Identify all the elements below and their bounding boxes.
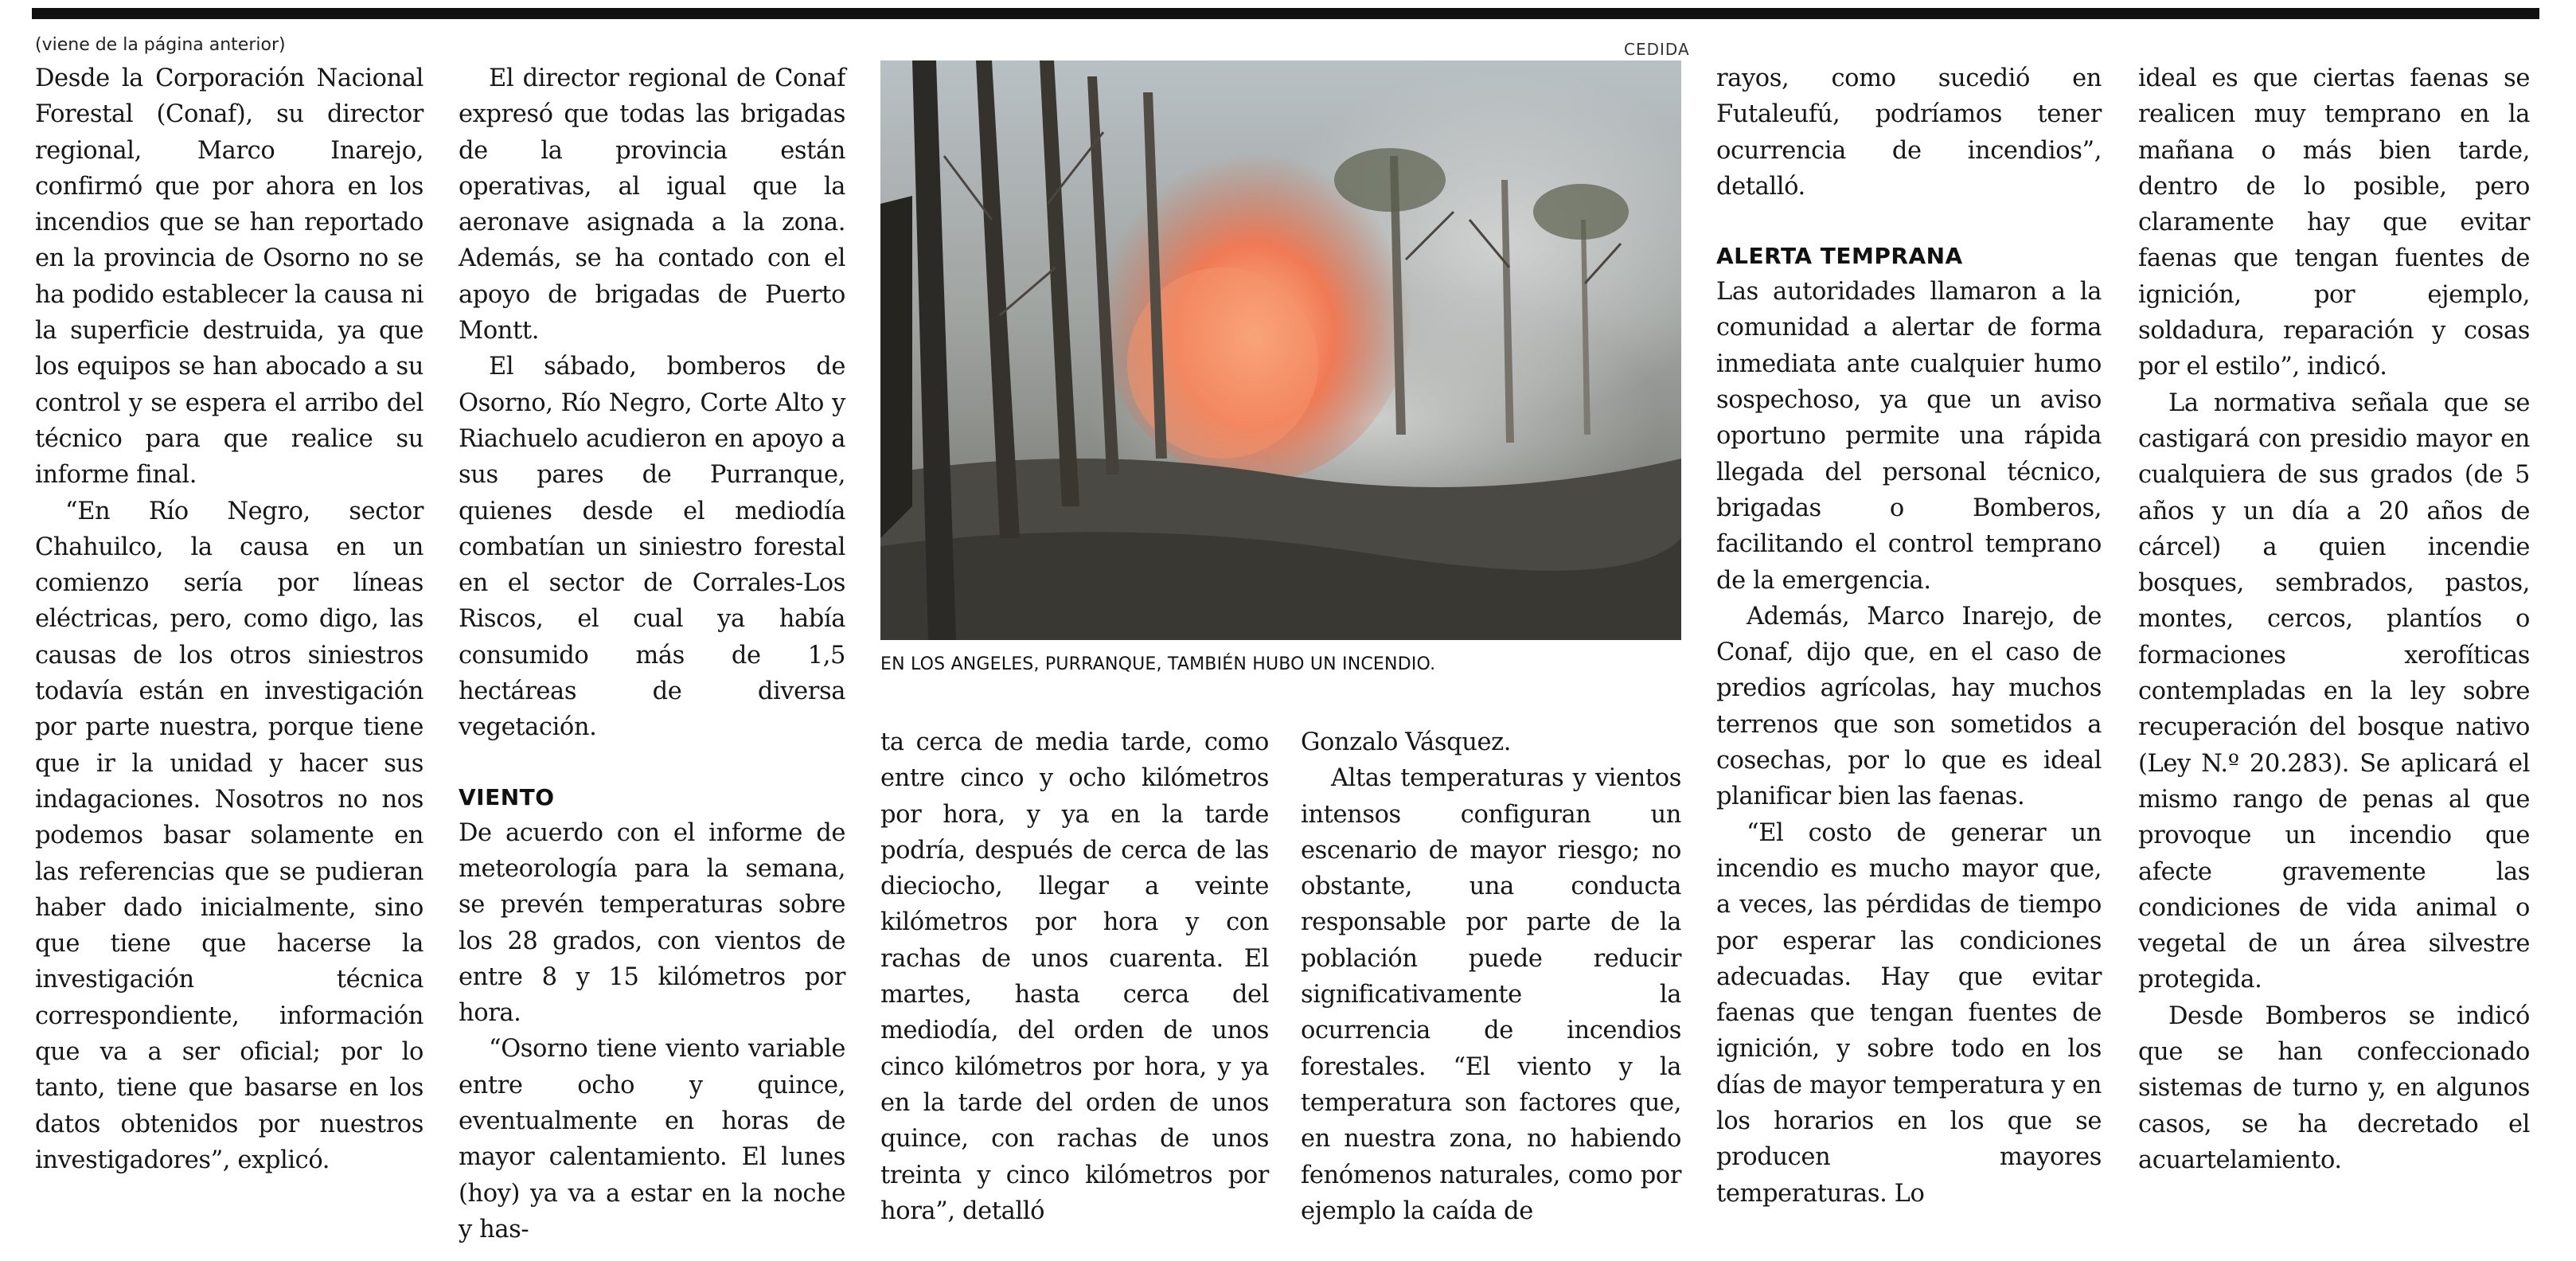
photo-credit: CEDIDA xyxy=(1624,40,1690,59)
article-column-5 xyxy=(1716,61,2102,1212)
paragraph: ta cerca de media tarde, como entre cinco y ocho kilómetros por hora, y ya en la tarde podría, después de cerca de las dieciocho, llegar a veinte kilómetros por hora y con rachas de unos cuarenta. El martes, hasta cerca del mediodía, del orden de unos cinco kilómetros por hora, y ya en la tarde del orden de unos quince, con rachas de unos treinta y cinco kilómetros por hora”, detalló xyxy=(880,728,1269,1225)
paragraph: “El costo de generar un incendio es mucho mayor que, a veces, las pérdidas de tiempo por esperar las condiciones adecuadas. Hay que evitar faenas que tengan fuentes de ignición, y sobre todo en los días de mayor temperatura y en los horarios en los que se producen mayores temperaturas. Lo xyxy=(1716,818,2102,1208)
article-column-6 xyxy=(2138,61,2530,1178)
article-column-4 xyxy=(1301,724,1681,1229)
paragraph: Además, Marco Inarejo, de Conaf, dijo que, en el caso de predios agrícolas, hay muchos terrenos que son sometidos a cosechas, por lo que es ideal planificar bien las faenas. xyxy=(1716,602,2102,811)
paragraph: Desde Bomberos se indicó que se han confeccionado sistemas de turno y, en algunos casos, se ha decretado el acuartelamiento. xyxy=(2138,1001,2530,1174)
top-rule xyxy=(32,8,2539,19)
paragraph: La normativa señala que se castigará con presidio mayor en cualquiera de sus grados (de 5 años y un día a 20 años de cárcel) a quien incendie bosques, sembrados, pastos, montes, cercos, plantíos o formaciones xerofíticas contempladas en la ley sobre recuperación del bosque nativo (Ley N.º 20.283). Se aplicará el mismo rango de penas al que provoque un incendio que afecte gravemente las condiciones de vida animal o vegetal de un área silvestre protegida. xyxy=(2138,388,2530,994)
paragraph: “Osorno tiene viento variable entre ocho y quince, eventualmente en horas de mayor calentamiento. El lunes (hoy) ya va a estar en la noche y has- xyxy=(459,1035,845,1243)
paragraph: El director regional de Conaf expresó que todas las brigadas de la provincia están operativas, al igual que la aeronave asignada a la zona. Además, se ha contado con el apoyo de brigadas de Puerto Montt. xyxy=(459,64,845,346)
article-column-1 xyxy=(35,61,423,1178)
article-column-2 xyxy=(459,61,845,1247)
photo-caption: EN LOS ANGELES, PURRANQUE, TAMBIÉN HUBO UN INCENDIO. xyxy=(880,654,1436,674)
forest-fire-image xyxy=(880,61,1681,640)
paragraph: “En Río Negro, sector Chahuilco, la causa en un comienzo sería por líneas eléctricas, pero, como digo, las causas de los otros siniestros todavía están en investigación por parte nuestra, porque tiene que ir la unidad y hacer sus indagaciones. Nosotros no nos podemos basar solamente en las referencias que se pudieran haber dado inicialmente, sino que tiene que hacerse la investigación técnica correspondiente, información que va a ser oficial; por lo tanto, tiene que basarse en los datos obtenidos por nuestros investigadores”, explicó. xyxy=(35,497,423,1174)
section-heading-alerta-temprana: ALERTA TEMPRANA xyxy=(1716,243,1963,270)
paragraph: Gonzalo Vásquez. xyxy=(1301,728,1512,756)
paragraph: Las autoridades llamaron a la comunidad a alertar de forma inmediata ante cualquier humo sospechoso, ya que un aviso oportuno permite una rápida llegada del personal técnico, brigadas o Bomberos, facilitando el control temprano de la emergencia. xyxy=(1716,278,2102,595)
paragraph: rayos, como sucedió en Futaleufú, podríamos tener ocurrencia de incendios”, detalló. xyxy=(1716,64,2102,201)
section-heading-viento: VIENTO xyxy=(459,783,555,810)
article-column-3 xyxy=(880,724,1269,1229)
paragraph: ideal es que ciertas faenas se realicen muy temprano en la mañana o más bien tarde, dentro de lo posible, pero claramente hay que evitar faenas que tengan fuentes de ignición, por ejemplo, soldadura, reparación y cosas por el estilo”, indicó. xyxy=(2138,64,2530,381)
paragraph: Desde la Corporación Nacional Forestal (Conaf), su director regional, Marco Inarejo, confirmó que por ahora en los incendios que se han reportado en la provincia de Osorno no se ha podido establecer la causa ni la superficie destruida, ya que los equipos se han abocado a su control y se espera el arribo del técnico para que realice su informe final. xyxy=(35,64,423,490)
fire-photo xyxy=(880,61,1681,640)
paragraph: Altas temperaturas y vientos intensos configuran un escenario de mayor riesgo; no obstante, una conducta responsable por parte de la población puede reducir significativamente la ocurrencia de incendios forestales. “El viento y la temperatura son factores que, en nuestra zona, no habiendo fenómenos naturales, como por ejemplo la caída de xyxy=(1301,764,1681,1225)
paragraph: De acuerdo con el informe de meteorología para la semana, se prevén temperaturas sobre los 28 grados, con vientos de entre 8 y 15 kilómetros por hora. xyxy=(459,818,845,1028)
paragraph: El sábado, bomberos de Osorno, Río Negro, Corte Alto y Riachuelo acudieron en apoyo a sus pares de Purranque, quienes desde el mediodía combatían un siniestro forestal en el sector de Corrales-Los Riscos, el cual ya había consumido más de 1,5 hectáreas de diversa vegetación. xyxy=(459,353,845,742)
continued-note: (viene de la página anterior) xyxy=(35,35,286,55)
